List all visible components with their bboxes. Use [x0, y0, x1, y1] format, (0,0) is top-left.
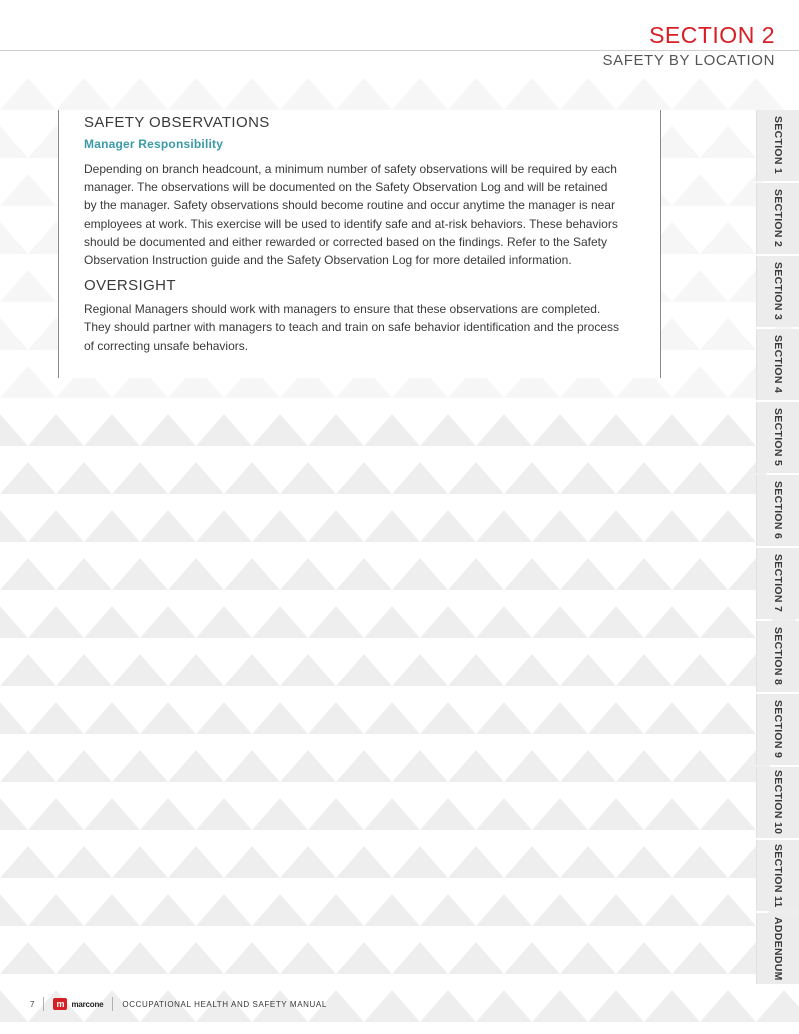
pattern-triangle — [112, 750, 168, 782]
tab-section-4[interactable] — [757, 329, 799, 400]
pattern-triangle — [196, 606, 252, 638]
pattern-triangle — [140, 702, 196, 734]
pattern-triangle — [448, 558, 504, 590]
pattern-triangle — [196, 414, 252, 446]
pattern-triangle — [560, 942, 616, 974]
pattern-triangle — [420, 414, 476, 446]
pattern-triangle — [588, 990, 644, 1022]
pattern-triangle — [336, 654, 392, 686]
tab-addendum[interactable] — [757, 913, 799, 984]
safety-observations-paragraph: Depending on branch headcount, a minimum number of safety observations will be required by each manager. The observations will be documented on the Safety Observation Log and will be retained by the manager. Safety observations should become routine and occur anytime the manager is near employees at work. This exercise will be used to identify safe and at-risk behaviors. These behaviors should be documented and either rewarded or corrected based on the findings. Refer to the Safety Observation Instruction guide and the Safety Observation Log for more detailed information. — [84, 162, 618, 268]
pattern-triangle — [700, 990, 756, 1022]
pattern-triangle — [0, 894, 28, 926]
tab-label: SECTION 4 — [772, 335, 784, 394]
pattern-triangle — [476, 510, 532, 542]
tab-section-10[interactable] — [757, 767, 799, 838]
pattern-triangle — [28, 510, 84, 542]
pattern-triangle — [84, 510, 140, 542]
pattern-triangle — [392, 78, 448, 110]
manager-responsibility-subheading: Manager Responsibility — [84, 137, 224, 151]
pattern-triangle — [560, 846, 616, 878]
pattern-triangle — [392, 846, 448, 878]
pattern-triangle — [756, 990, 799, 1022]
pattern-triangle — [588, 414, 644, 446]
pattern-triangle — [476, 414, 532, 446]
pattern-triangle — [140, 894, 196, 926]
pattern-triangle — [252, 414, 308, 446]
pattern-triangle — [476, 606, 532, 638]
pattern-triangle — [0, 942, 56, 974]
pattern-triangle — [308, 510, 364, 542]
pattern-triangle — [308, 702, 364, 734]
tab-section-8[interactable] — [757, 621, 799, 692]
pattern-triangle — [336, 750, 392, 782]
pattern-triangle — [56, 750, 112, 782]
pattern-triangle — [392, 462, 448, 494]
tab-label: ADDENDUM — [772, 916, 784, 981]
pattern-triangle — [280, 654, 336, 686]
pattern-triangle — [672, 558, 728, 590]
pattern-triangle — [644, 510, 700, 542]
pattern-triangle — [112, 654, 168, 686]
pattern-triangle — [616, 558, 672, 590]
pattern-triangle — [448, 942, 504, 974]
pattern-triangle — [532, 894, 588, 926]
pattern-triangle — [28, 414, 84, 446]
pattern-triangle — [168, 558, 224, 590]
pattern-triangle — [672, 366, 728, 398]
pattern-triangle — [0, 366, 56, 398]
pattern-triangle — [588, 510, 644, 542]
pattern-triangle — [392, 654, 448, 686]
pattern-triangle — [196, 894, 252, 926]
pattern-triangle — [252, 894, 308, 926]
pattern-triangle — [532, 606, 588, 638]
pattern-triangle — [308, 798, 364, 830]
pattern-triangle — [0, 558, 56, 590]
pattern-triangle — [616, 846, 672, 878]
pattern-triangle — [140, 798, 196, 830]
pattern-triangle — [616, 78, 672, 110]
tab-section-6[interactable] — [757, 475, 799, 546]
pattern-triangle — [112, 942, 168, 974]
pattern-triangle — [672, 270, 728, 302]
pattern-triangle — [616, 654, 672, 686]
pattern-triangle — [560, 558, 616, 590]
pattern-triangle — [728, 78, 784, 110]
pattern-triangle — [112, 462, 168, 494]
tab-label: SECTION 1 — [772, 116, 784, 175]
pattern-triangle — [336, 78, 392, 110]
pattern-triangle — [224, 462, 280, 494]
pattern-triangle — [644, 894, 700, 926]
pattern-triangle — [196, 510, 252, 542]
tab-label: SECTION 5 — [772, 408, 784, 467]
pattern-triangle — [0, 318, 28, 350]
pattern-triangle — [280, 750, 336, 782]
pattern-triangle — [644, 606, 700, 638]
pattern-triangle — [588, 798, 644, 830]
pattern-triangle — [112, 78, 168, 110]
pattern-triangle — [504, 654, 560, 686]
marcone-logo — [53, 998, 103, 1010]
logo-mark-icon: m — [53, 998, 67, 1010]
pattern-triangle — [84, 798, 140, 830]
pattern-triangle — [196, 798, 252, 830]
pattern-triangle — [0, 750, 56, 782]
tab-section-7[interactable] — [757, 548, 799, 619]
pattern-triangle — [140, 510, 196, 542]
pattern-triangle — [140, 414, 196, 446]
pattern-triangle — [616, 750, 672, 782]
pattern-triangle — [504, 78, 560, 110]
pattern-triangle — [280, 846, 336, 878]
pattern-triangle — [504, 750, 560, 782]
pattern-triangle — [168, 846, 224, 878]
page-number: 7 — [30, 999, 35, 1009]
pattern-triangle — [112, 558, 168, 590]
pattern-triangle — [308, 606, 364, 638]
pattern-triangle — [700, 894, 756, 926]
pattern-triangle — [224, 78, 280, 110]
pattern-triangle — [168, 750, 224, 782]
pattern-triangle — [532, 990, 588, 1022]
manual-title: OCCUPATIONAL HEALTH AND SAFETY MANUAL — [122, 999, 327, 1009]
safety-observations-heading: SAFETY OBSERVATIONS — [84, 114, 270, 131]
tab-section-5[interactable] — [757, 402, 799, 473]
pattern-triangle — [420, 894, 476, 926]
logo-wordmark: marcone — [71, 999, 104, 1009]
pattern-triangle — [448, 750, 504, 782]
pattern-triangle — [364, 702, 420, 734]
pattern-triangle — [84, 894, 140, 926]
header-divider — [0, 50, 799, 51]
pattern-triangle — [168, 78, 224, 110]
pattern-triangle — [532, 414, 588, 446]
pattern-triangle — [364, 894, 420, 926]
pattern-triangle — [504, 462, 560, 494]
pattern-triangle — [0, 654, 56, 686]
tab-label: SECTION 7 — [772, 554, 784, 613]
footer-divider — [112, 997, 113, 1011]
pattern-triangle — [392, 942, 448, 974]
pattern-triangle — [84, 414, 140, 446]
pattern-triangle — [364, 990, 420, 1022]
pattern-triangle — [700, 222, 756, 254]
pattern-triangle — [0, 606, 28, 638]
tab-label: SECTION 11 — [772, 843, 784, 908]
pattern-triangle — [532, 510, 588, 542]
pattern-triangle — [392, 558, 448, 590]
pattern-triangle — [140, 606, 196, 638]
pattern-triangle — [532, 702, 588, 734]
pattern-triangle — [700, 126, 756, 158]
pattern-triangle — [224, 654, 280, 686]
pattern-triangle — [364, 510, 420, 542]
pattern-triangle — [56, 654, 112, 686]
pattern-triangle — [112, 846, 168, 878]
pattern-triangle — [56, 78, 112, 110]
pattern-triangle — [364, 414, 420, 446]
pattern-triangle — [252, 702, 308, 734]
pattern-triangle — [0, 462, 56, 494]
footer-divider — [43, 997, 44, 1011]
tab-label: SECTION 6 — [772, 481, 784, 540]
pattern-triangle — [588, 606, 644, 638]
tab-section-11[interactable] — [757, 840, 799, 911]
pattern-triangle — [84, 606, 140, 638]
pattern-triangle — [0, 270, 56, 302]
pattern-triangle — [672, 942, 728, 974]
tab-label: SECTION 8 — [772, 627, 784, 686]
pattern-triangle — [280, 942, 336, 974]
pattern-triangle — [0, 126, 28, 158]
pattern-triangle — [224, 750, 280, 782]
pattern-triangle — [280, 462, 336, 494]
pattern-triangle — [700, 798, 756, 830]
pattern-triangle — [28, 702, 84, 734]
pattern-triangle — [224, 558, 280, 590]
pattern-triangle — [280, 558, 336, 590]
tab-label: SECTION 2 — [772, 189, 784, 248]
section-title: SECTION 2 — [649, 22, 775, 48]
pattern-triangle — [588, 894, 644, 926]
pattern-triangle — [560, 462, 616, 494]
pattern-triangle — [476, 990, 532, 1022]
pattern-triangle — [448, 462, 504, 494]
pattern-triangle — [644, 990, 700, 1022]
tab-section-9[interactable] — [757, 694, 799, 765]
pattern-triangle — [644, 798, 700, 830]
pattern-triangle — [224, 846, 280, 878]
pattern-triangle — [672, 462, 728, 494]
pattern-triangle — [168, 942, 224, 974]
pattern-triangle — [28, 798, 84, 830]
pattern-triangle — [700, 702, 756, 734]
pattern-triangle — [504, 942, 560, 974]
pattern-triangle — [224, 942, 280, 974]
pattern-triangle — [420, 606, 476, 638]
pattern-triangle — [644, 414, 700, 446]
pattern-triangle — [560, 78, 616, 110]
tab-label: SECTION 9 — [772, 700, 784, 759]
pattern-triangle — [672, 78, 728, 110]
pattern-triangle — [420, 990, 476, 1022]
pattern-triangle — [588, 702, 644, 734]
tab-section-3[interactable] — [757, 256, 799, 327]
pattern-triangle — [700, 414, 756, 446]
pattern-triangle — [84, 702, 140, 734]
pattern-triangle — [0, 174, 56, 206]
pattern-triangle — [672, 174, 728, 206]
pattern-triangle — [56, 462, 112, 494]
pattern-triangle — [28, 606, 84, 638]
section-tabs — [757, 110, 799, 986]
pattern-triangle — [336, 942, 392, 974]
pattern-triangle — [168, 654, 224, 686]
pattern-triangle — [0, 78, 56, 110]
pattern-triangle — [420, 702, 476, 734]
pattern-triangle — [616, 942, 672, 974]
pattern-triangle — [28, 894, 84, 926]
content-panel — [58, 110, 661, 378]
pattern-triangle — [0, 990, 28, 1022]
tab-section-2[interactable] — [757, 183, 799, 254]
pattern-triangle — [392, 750, 448, 782]
pattern-triangle — [644, 702, 700, 734]
pattern-triangle — [476, 798, 532, 830]
pattern-triangle — [616, 462, 672, 494]
pattern-triangle — [56, 942, 112, 974]
pattern-triangle — [252, 510, 308, 542]
pattern-triangle — [672, 750, 728, 782]
pattern-triangle — [0, 222, 28, 254]
page-footer — [30, 996, 327, 1012]
tab-label: SECTION 3 — [772, 262, 784, 321]
pattern-triangle — [252, 798, 308, 830]
pattern-triangle — [56, 846, 112, 878]
pattern-triangle — [700, 606, 756, 638]
pattern-triangle — [420, 510, 476, 542]
pattern-triangle — [364, 798, 420, 830]
pattern-triangle — [168, 462, 224, 494]
pattern-triangle — [56, 558, 112, 590]
pattern-triangle — [0, 702, 28, 734]
pattern-triangle — [504, 846, 560, 878]
pattern-triangle — [336, 846, 392, 878]
pattern-triangle — [700, 318, 756, 350]
pattern-triangle — [308, 894, 364, 926]
pattern-triangle — [336, 558, 392, 590]
pattern-triangle — [280, 78, 336, 110]
pattern-triangle — [308, 414, 364, 446]
pattern-triangle — [448, 78, 504, 110]
pattern-triangle — [0, 798, 28, 830]
pattern-triangle — [672, 654, 728, 686]
tab-label: SECTION 10 — [772, 770, 784, 835]
pattern-triangle — [420, 798, 476, 830]
pattern-triangle — [672, 846, 728, 878]
pattern-triangle — [476, 702, 532, 734]
pattern-triangle — [0, 846, 56, 878]
pattern-triangle — [532, 798, 588, 830]
oversight-paragraph: Regional Managers should work with managers to ensure that these observations are completed. They should partner with managers to teach and train on safe behavior identification and the process of correcting unsafe behaviors. — [84, 302, 619, 353]
section-subtitle: SAFETY BY LOCATION — [602, 52, 775, 69]
pattern-triangle — [364, 606, 420, 638]
pattern-triangle — [448, 846, 504, 878]
pattern-triangle — [196, 702, 252, 734]
pattern-triangle — [0, 510, 28, 542]
pattern-triangle — [0, 414, 28, 446]
pattern-triangle — [448, 654, 504, 686]
pattern-triangle — [560, 654, 616, 686]
oversight-heading: OVERSIGHT — [84, 277, 176, 295]
pattern-triangle — [700, 510, 756, 542]
tab-section-1[interactable] — [757, 110, 799, 181]
pattern-triangle — [336, 462, 392, 494]
pattern-triangle — [476, 894, 532, 926]
pattern-triangle — [560, 750, 616, 782]
pattern-triangle — [504, 558, 560, 590]
pattern-triangle — [252, 606, 308, 638]
